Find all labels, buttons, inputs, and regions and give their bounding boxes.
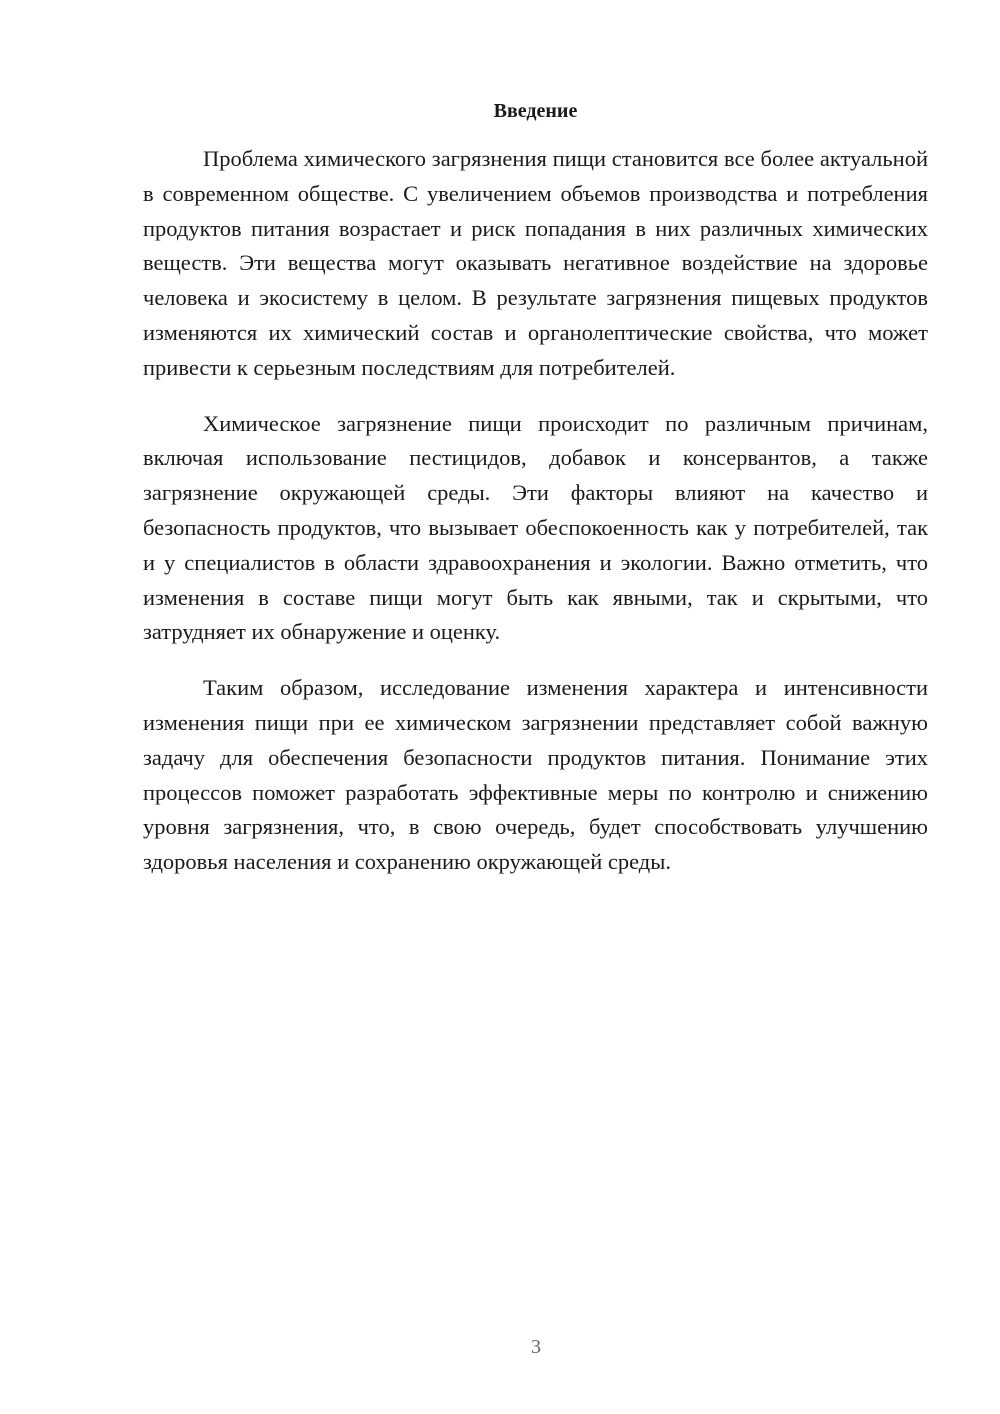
body-text <box>143 142 928 901</box>
page-number: 3 <box>531 1336 541 1358</box>
section-heading: Введение <box>493 100 578 122</box>
paragraph-3: Таким образом, исследование изменения характера и интенсивности изменения пищи при ее химическом загрязнении представляет собой важную задачу для обеспечения безопасности продуктов питания. Понимание этих процессов поможет разработать эффективные меры по контролю и снижению уровня загрязнения, что, в свою очередь, будет способствовать улучшению здоровья населения и сохранению окружающей среды. <box>143 675 928 875</box>
paragraph-2: Химическое загрязнение пищи происходит по различным причинам, включая использование пестицидов, добавок и консервантов, а также загрязнение окружающей среды. Эти факторы влияют на качество и безопасность продуктов, что вызывает обеспокоенность как у потребителей, так и у специалистов в области здравоохранения и экологии. Важно отметить, что изменения в составе пищи могут быть как явными, так и скрытыми, что затрудняет их обнаружение и оценку. <box>143 410 928 645</box>
paragraph-1: Проблема химического загрязнения пищи становится все более актуальной в современном обществе. С увеличением объемов производства и потребления продуктов питания возрастает и риск попадания в них различных химических веществ. Эти вещества могут оказывать негативное воздействие на здоровье человека и экосистему в целом. В результате загрязнения пищевых продуктов изменяются их химический состав и органолептические свойства, что может привести к серьезным последствиям для потребителей. <box>143 146 928 380</box>
